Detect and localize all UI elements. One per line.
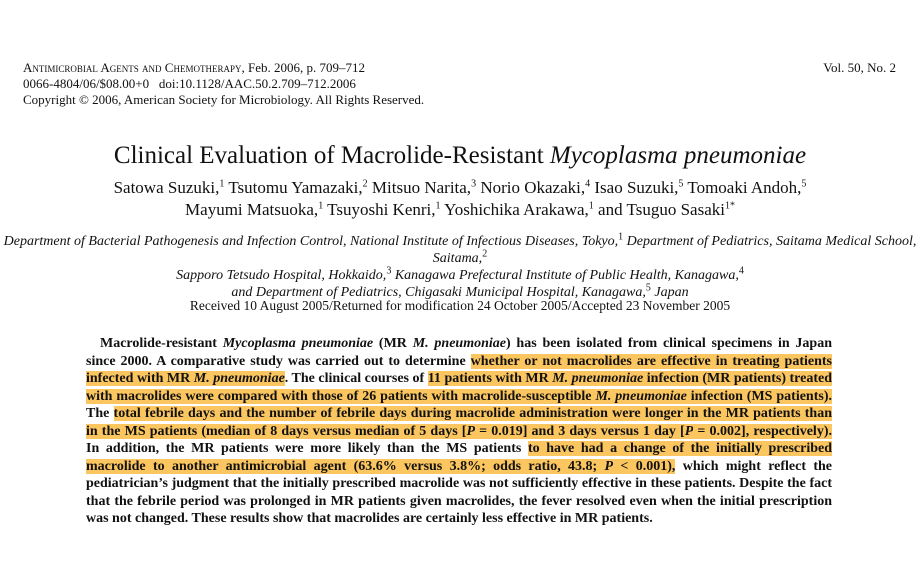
author: Tomoaki Andoh,$^5$ [687, 178, 807, 197]
citation-details: , Feb. 2006, p. 709–712 [241, 60, 365, 75]
abstract-text: Mycoplasma pneumoniae [222, 336, 374, 351]
author: Mayumi Matsuoka,$^1$ [185, 200, 324, 219]
highlighted-text: P [466, 423, 475, 439]
author-list [0, 177, 920, 221]
highlighted-text: whether or not macrolides are effective in treating patients infected with MR [86, 353, 832, 386]
journal-header [23, 60, 424, 108]
author: Tsutomu Yamazaki,$^2$ [228, 178, 368, 197]
affiliation: Kanagawa Prefectural Institute of Public Health, Kanagawa,$^4$ [391, 265, 744, 283]
author: Mitsuo Narita,$^3$ [371, 178, 477, 197]
citation-line [23, 60, 424, 76]
abstract-text: . The clinical courses of [284, 371, 428, 386]
abstract-text: In addition, the MR patients were more likely than the MS patients [86, 441, 528, 456]
highlighted-text: < 0.001), [613, 458, 676, 474]
highlighted-text: to have had a change of the initially prescribed macrolide to another antimicrobial agent (63.6% versus 3.8%; odds ratio, 43.8; [86, 441, 833, 474]
abstract-text: (MR [373, 336, 413, 351]
abstract-text: which might reflect the pediatrician’s judgment that the initially prescribed macrolide was not sufficiently effective in these patients. Despite the fact that the febrile period was prolonged in MR patients given macrolides, the fever resolved even when the initial prescription was not changed. These results show that macrolides are certainly less effective in MR patients. [86, 458, 833, 526]
highlighted-text: M. pneumoniae [552, 371, 644, 386]
title-organism: Mycoplasma pneumoniae [549, 142, 807, 169]
copyright-line: Copyright © 2006, American Society for Microbiology. All Rights Reserved. [23, 92, 425, 107]
volume-number: Vol. 50, No. 2 [823, 60, 896, 75]
article-title [0, 141, 920, 171]
highlighted-text: infection (MS patients). [686, 388, 832, 404]
abstract-text: Macrolide-resistant [100, 336, 223, 351]
abstract-text: The [86, 406, 114, 421]
affiliation-tail: Japan [650, 285, 689, 300]
abstract-text: M. pneumoniae [412, 336, 506, 351]
highlighted-text: total febrile days and the number of febrile days during macrolide administration were longer in the MR patients than in the MS patients (median of 8 days versus median of 5 days [ [86, 406, 833, 439]
affiliation: and Department of Pediatrics, Chigasaki Municipal Hospital, Kanagawa,$^5$ [231, 282, 651, 300]
affiliations [0, 233, 920, 301]
highlighted-text: = 0.019] and 3 days versus 1 day [ [475, 423, 685, 439]
author: Tsuyoshi Kenri,$^1$ [327, 200, 441, 219]
title-main: Clinical Evaluation of Macrolide-Resistant [113, 142, 550, 169]
author: Yoshichika Arakawa,$^1$ [444, 200, 594, 219]
highlighted-text: P [604, 458, 614, 474]
highlighted-text: infection (MR patients) treated with macrolides were compared with those of 26 patients with macrolide-susceptible [86, 371, 833, 404]
abstract [86, 335, 832, 528]
affiliation: Sapporo Tetsudo Hospital, Hokkaido,$^3$ [176, 265, 392, 283]
highlighted-text: = 0.002], respectively). [693, 423, 832, 439]
journal-name: Antimicrobial Agents and Chemotherapy [23, 60, 242, 75]
highlighted-text: M. pneumoniae [595, 388, 687, 404]
affiliation: Department of Pediatrics, Saitama Medical School, Saitama,$^2$ [432, 234, 917, 266]
highlighted-text: P [684, 423, 694, 439]
issn-doi-line: 0066-4804/06/$08.00+0 doi:10.1128/AAC.50.2.709–712.2006 [23, 76, 356, 91]
author: Isao Suzuki,$^5$ [594, 178, 684, 197]
received-dates: Received 10 August 2005/Returned for modification 24 October 2005/Accepted 23 November 2005 [189, 298, 731, 313]
author: Norio Okazaki,$^4$ [480, 178, 591, 197]
author: and Tsuguo Sasaki$^{1*}$ [598, 200, 735, 219]
highlighted-text: M. pneumoniae [193, 371, 285, 386]
affiliation-number: 4 [738, 265, 744, 277]
affiliation: Department of Bacterial Pathogenesis and Infection Control, National Institute of Infectious Diseases, Tokyo,$^1$ [3, 231, 624, 249]
abstract-text: ) has been isolated from clinical specimens in Japan since 2000. A comparative study was carried out to determine [86, 336, 832, 369]
highlighted-text: 11 patients with MR [427, 371, 553, 386]
author: Satowa Suzuki,$^1$ [113, 178, 225, 197]
